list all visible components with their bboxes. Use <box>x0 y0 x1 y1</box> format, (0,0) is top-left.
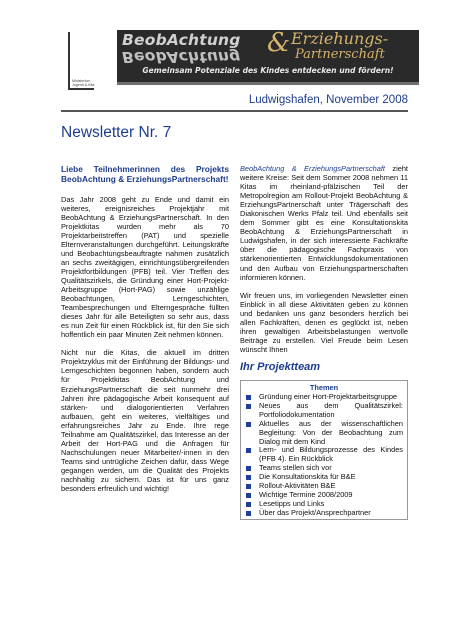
logo-bar <box>68 32 70 90</box>
ministry-logo <box>62 30 95 94</box>
bullet-square-icon <box>246 493 251 498</box>
second-paragraph: Nicht nur die Kitas, die aktuell im dritten Projektzyklus mit der Einführung der Bildungs- und Lerngeschichten begonnen haben, sondern auch für Projektkitas BeobAchtung und ErziehungsPartnerschaft die seit nunmehr drei Jahren ihre pädagogische Arbeit konsequent auf stärken- und dialogorientierten Verfahren aufbauen, geht ein weiteres, vielfältiges und erfahrungsreiches Jahr zu Ende. Ihre rege Teilnahme am Qualitätszirkel, das Interesse an der Arbeit der Hort-PAG und die Anfragen für Nachschulungen neuer Mitarbeiter/-innen in den Teams sind untrügliche Zeichen dafür, dass Wege gegangen werden, um die Qualität des Projekts nachhaltig zu sichern. Das ist für uns ganz besonders erfreulich und wichtig! <box>61 348 229 494</box>
themes-list <box>245 393 403 518</box>
bullet-square-icon <box>246 404 251 409</box>
banner-ampersand: & <box>267 30 291 58</box>
list-item: Teams stellen sich vor <box>245 464 403 473</box>
bullet-square-icon <box>246 484 251 489</box>
signature-heading: Ihr Projektteam <box>240 360 321 373</box>
list-item: Lesetipps und Links <box>245 500 403 509</box>
place-date: Ludwigshafen, November 2008 <box>248 94 408 106</box>
banner-title-mirror: BeobAchtung <box>122 48 241 66</box>
banner-title: BeobAchtung <box>122 31 241 49</box>
list-item: Neues aus dem Qualitätszirkel: Portfoliodokumentation <box>245 402 403 420</box>
list-item: Wichtige Termine 2008/2009 <box>245 491 403 500</box>
logo-text-1: Ministerium <box>72 79 91 83</box>
bullet-square-icon <box>246 475 251 480</box>
thanks-paragraph: Wir freuen uns, im vorliegenden Newsletter einen Einblick in all diese Aktivitäten geben zu können und bedanken uns ganz besonders herzlich bei allen Fachkräften, denen es geglückt ist, neben ihren gewaltigen Arbeitsbelastungen wertvolle Beiträge zu erstellen. Viel Freude beim Lesen wünscht Ihnen <box>240 290 408 354</box>
header-divider <box>61 110 408 112</box>
banner-tagline: Gemeinsam Potenziale des Kindes entdecken und fördern! <box>142 66 394 75</box>
bullet-square-icon <box>246 422 251 427</box>
bullet-square-icon <box>246 502 251 507</box>
bullet-square-icon <box>246 448 251 453</box>
logo-text-2: Jugend & Kita <box>72 83 95 87</box>
logo-base <box>68 88 94 90</box>
themes-title: Themen <box>309 382 339 392</box>
greeting: Liebe Teilnehmerinnen des Projekts BeobAchtung & ErziehungsPartnerschaft! <box>61 164 229 185</box>
list-item: Lern- und Bildungsprozesse des Kindes (PFB 4). Ein Rückblick <box>245 446 403 464</box>
list-item: Die Konsultationskita für B&E <box>245 473 403 482</box>
right-column <box>240 164 408 520</box>
intro-paragraph: Das Jahr 2008 geht zu Ende und damit ein weiteres, ereignisreiches Projektjahr mit BeobAchtung & ErziehungsPartnerschaft. In den Projektkitas wurden mehr als 70 Projektarbeitstreffen (PAT) und spezielle Elternveranstaltungen durchgeführt. Leitungskräfte und Beobachtungsbeauftragte nahmen zusätzlich an sechs zweitägigen, einrichtungsübergreifenden Projektfortbildungen (PFB) teil. Vier Treffen des Qualitätszirkels, die Gründung einer Hort-Projekt-Arbeitsgruppe (Hort-PAG) sowie unzählige Beobachtungen, Lerngeschichten, Teambesprechungen und Elterngespräche füllten dieses Jahr für alle Beteiligten so sehr aus, dass es nun Zeit für einen Rückblick ist, für den Sie sich hoffentlich ein paar Minuten Zeit nehmen können. <box>61 194 229 340</box>
bullet-square-icon <box>246 466 251 471</box>
bullet-square-icon <box>246 395 251 400</box>
left-column <box>61 164 229 502</box>
themes-box <box>240 380 408 520</box>
list-item: Gründung einer Hort-Projektarbeitsgruppe <box>245 393 403 402</box>
list-item: Über das Projekt/Ansprechpartner <box>245 509 403 518</box>
banner-subtitle-2: Partnerschaft <box>295 47 385 62</box>
bullet-square-icon <box>246 511 251 516</box>
rollout-text: zieht weitere Kreise: Seit dem Sommer 2008 nehmen 11 Kitas im rheinland-pfälzischen Teil der Metropolregion am Rollout-Projekt BeobAchtung & ErziehungsPartnerschaft unter Trägerschaft des Diakonischen Werks Pfalz teil. Und ebenfalls seit dem Sommer gibt es eine Konsultationskita BeobAchtung & ErziehungsPartnerschaft in Ludwigshafen, in der sich interessierte Fachkräfte über die pädagogische Fachpraxis von stärkenorientierten Entwicklungsdokumentationen und den Aufbau von Erziehungspartnerschaften informieren können. <box>240 164 408 282</box>
project-banner <box>117 30 419 85</box>
newsletter-title: Newsletter Nr. 7 <box>61 124 172 141</box>
list-item: Aktuelles aus der wissenschaftlichen Begleitung: Von der Beobachtung zum Dialog mit dem Kind <box>245 420 403 447</box>
project-name: BeobAchtung & ErziehungsPartnerschaft <box>240 164 385 173</box>
rollout-paragraph <box>240 164 408 282</box>
list-item: Rollout-Aktivitäten B&E <box>245 482 403 491</box>
banner-subtitle-1: Erziehungs- <box>291 30 389 48</box>
